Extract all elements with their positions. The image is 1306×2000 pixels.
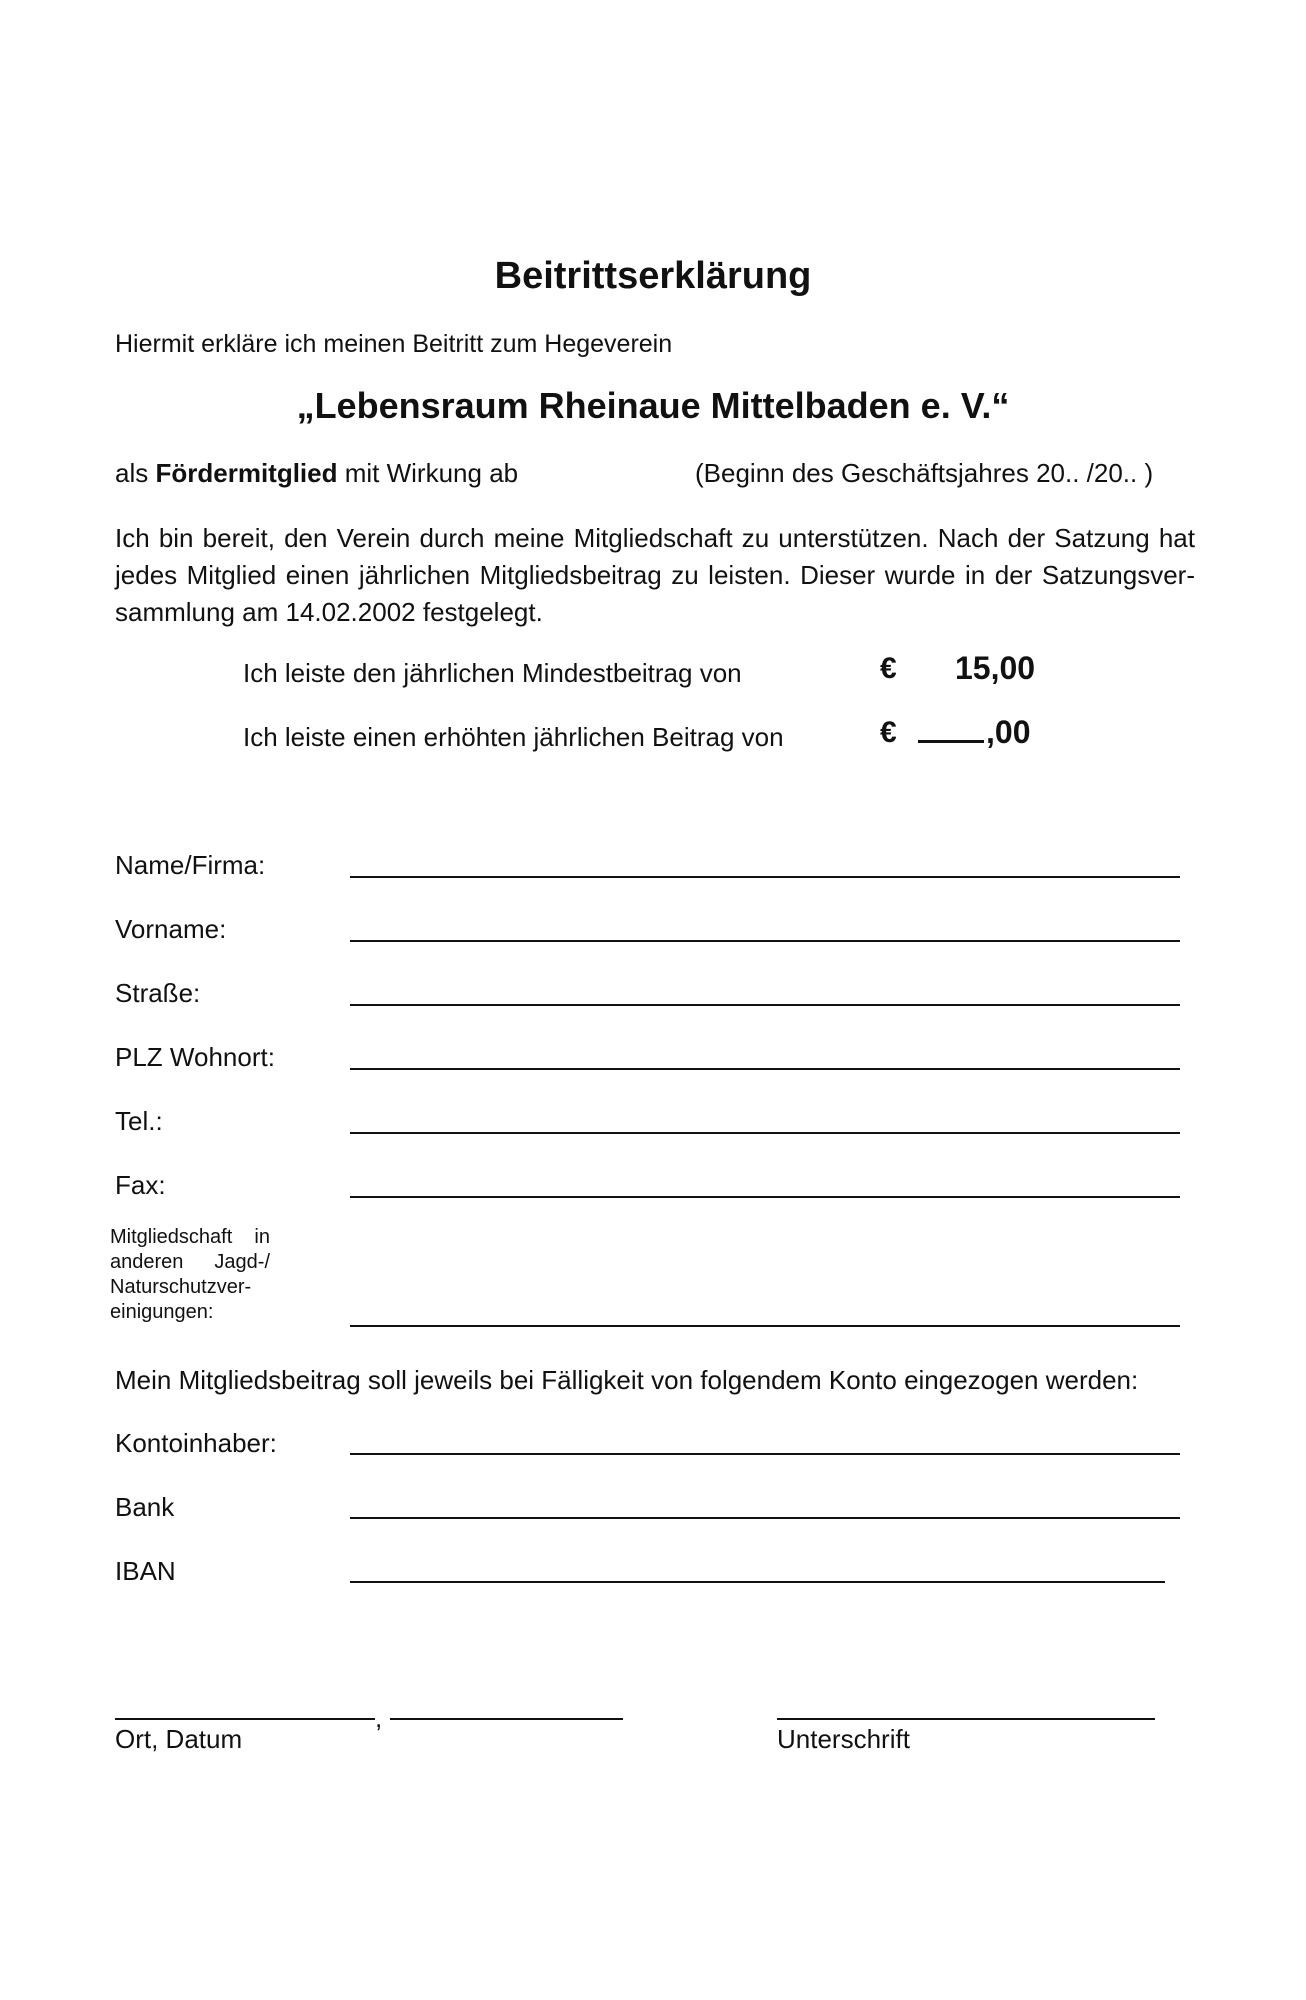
paragraph-line-3: sammlung am 14.02.2002 festgelegt. [115, 597, 543, 627]
membership-suffix: mit Wirkung ab [344, 458, 519, 488]
other-memberships-line-4: einigungen: [110, 1301, 214, 1323]
document-title: Beitrittserklärung [494, 255, 812, 297]
paragraph-line-2: jedes Mitglied einen jährlichen Mitgliedsbeitrag zu leisten. Dieser wurde in der Satzungsver- [115, 560, 1195, 590]
iban-field-line[interactable] [350, 1581, 1165, 1583]
extra-fee-amount[interactable] [918, 714, 1030, 751]
min-fee-amount: 15,00 [955, 650, 1036, 686]
intro-text: Hiermit erkläre ich meinen Beitritt zum Hegeverein [115, 330, 673, 358]
membership-line [115, 458, 518, 489]
extra-fee-blank[interactable] [918, 716, 984, 743]
firstname-label: Vorname: [115, 914, 227, 944]
other-memberships-field-line[interactable] [350, 1325, 1180, 1327]
paragraph-line-1: Ich bin bereit, den Verein durch meine Mitgliedschaft zu unterstützen. Nach der Satzung hat [115, 523, 1195, 553]
zip-city-label: PLZ Wohnort: [115, 1042, 275, 1072]
account-holder-label: Kontoinhaber: [115, 1428, 277, 1458]
signature-field-line[interactable] [777, 1718, 1155, 1720]
other-memberships-line-2: anderen Jagd-/ [110, 1251, 270, 1273]
signature-label: Unterschrift [777, 1724, 910, 1754]
other-memberships-line-1: Mitgliedschaft in [110, 1226, 270, 1248]
name-field-line[interactable] [350, 876, 1180, 878]
membership-type: Fördermitglied [155, 458, 338, 488]
tel-field-line[interactable] [350, 1132, 1180, 1134]
other-memberships-line-3: Naturschutzver- [110, 1276, 252, 1298]
min-fee-currency: € [880, 652, 897, 685]
place-field-line[interactable] [115, 1718, 375, 1720]
place-date-label: Ort, Datum [115, 1724, 243, 1754]
place-date-comma: , [375, 1703, 383, 1733]
street-field-line[interactable] [350, 1004, 1180, 1006]
firstname-field-line[interactable] [350, 940, 1180, 942]
direct-debit-text: Mein Mitgliedsbeitrag soll jeweils bei Fälligkeit von folgendem Konto eingezogen werden: [115, 1365, 1139, 1395]
fax-field-line[interactable] [350, 1196, 1180, 1198]
iban-label: IBAN [115, 1556, 176, 1586]
name-label: Name/Firma: [115, 850, 266, 880]
other-memberships-label [110, 1225, 270, 1325]
bank-field-line[interactable] [350, 1517, 1180, 1519]
min-fee-label: Ich leiste den jährlichen Mindestbeitrag von [243, 658, 742, 688]
fax-label: Fax: [115, 1170, 166, 1200]
extra-fee-currency: € [880, 716, 897, 749]
account-holder-field-line[interactable] [350, 1453, 1180, 1455]
extra-fee-label: Ich leiste einen erhöhten jährlichen Beitrag von [243, 722, 784, 752]
bank-label: Bank [115, 1492, 175, 1522]
tel-label: Tel.: [115, 1106, 163, 1136]
statute-paragraph [115, 520, 1195, 631]
organization-name: „Lebensraum Rheinaue Mittelbaden e. V.“ [296, 385, 1010, 426]
zip-city-field-line[interactable] [350, 1068, 1180, 1070]
extra-fee-suffix: ,00 [986, 714, 1031, 750]
street-label: Straße: [115, 978, 201, 1008]
membership-prefix: als [115, 458, 149, 488]
date-field-line[interactable] [390, 1718, 623, 1720]
fiscal-year-note: (Beginn des Geschäftsjahres 20.. /20.. ) [695, 458, 1154, 488]
